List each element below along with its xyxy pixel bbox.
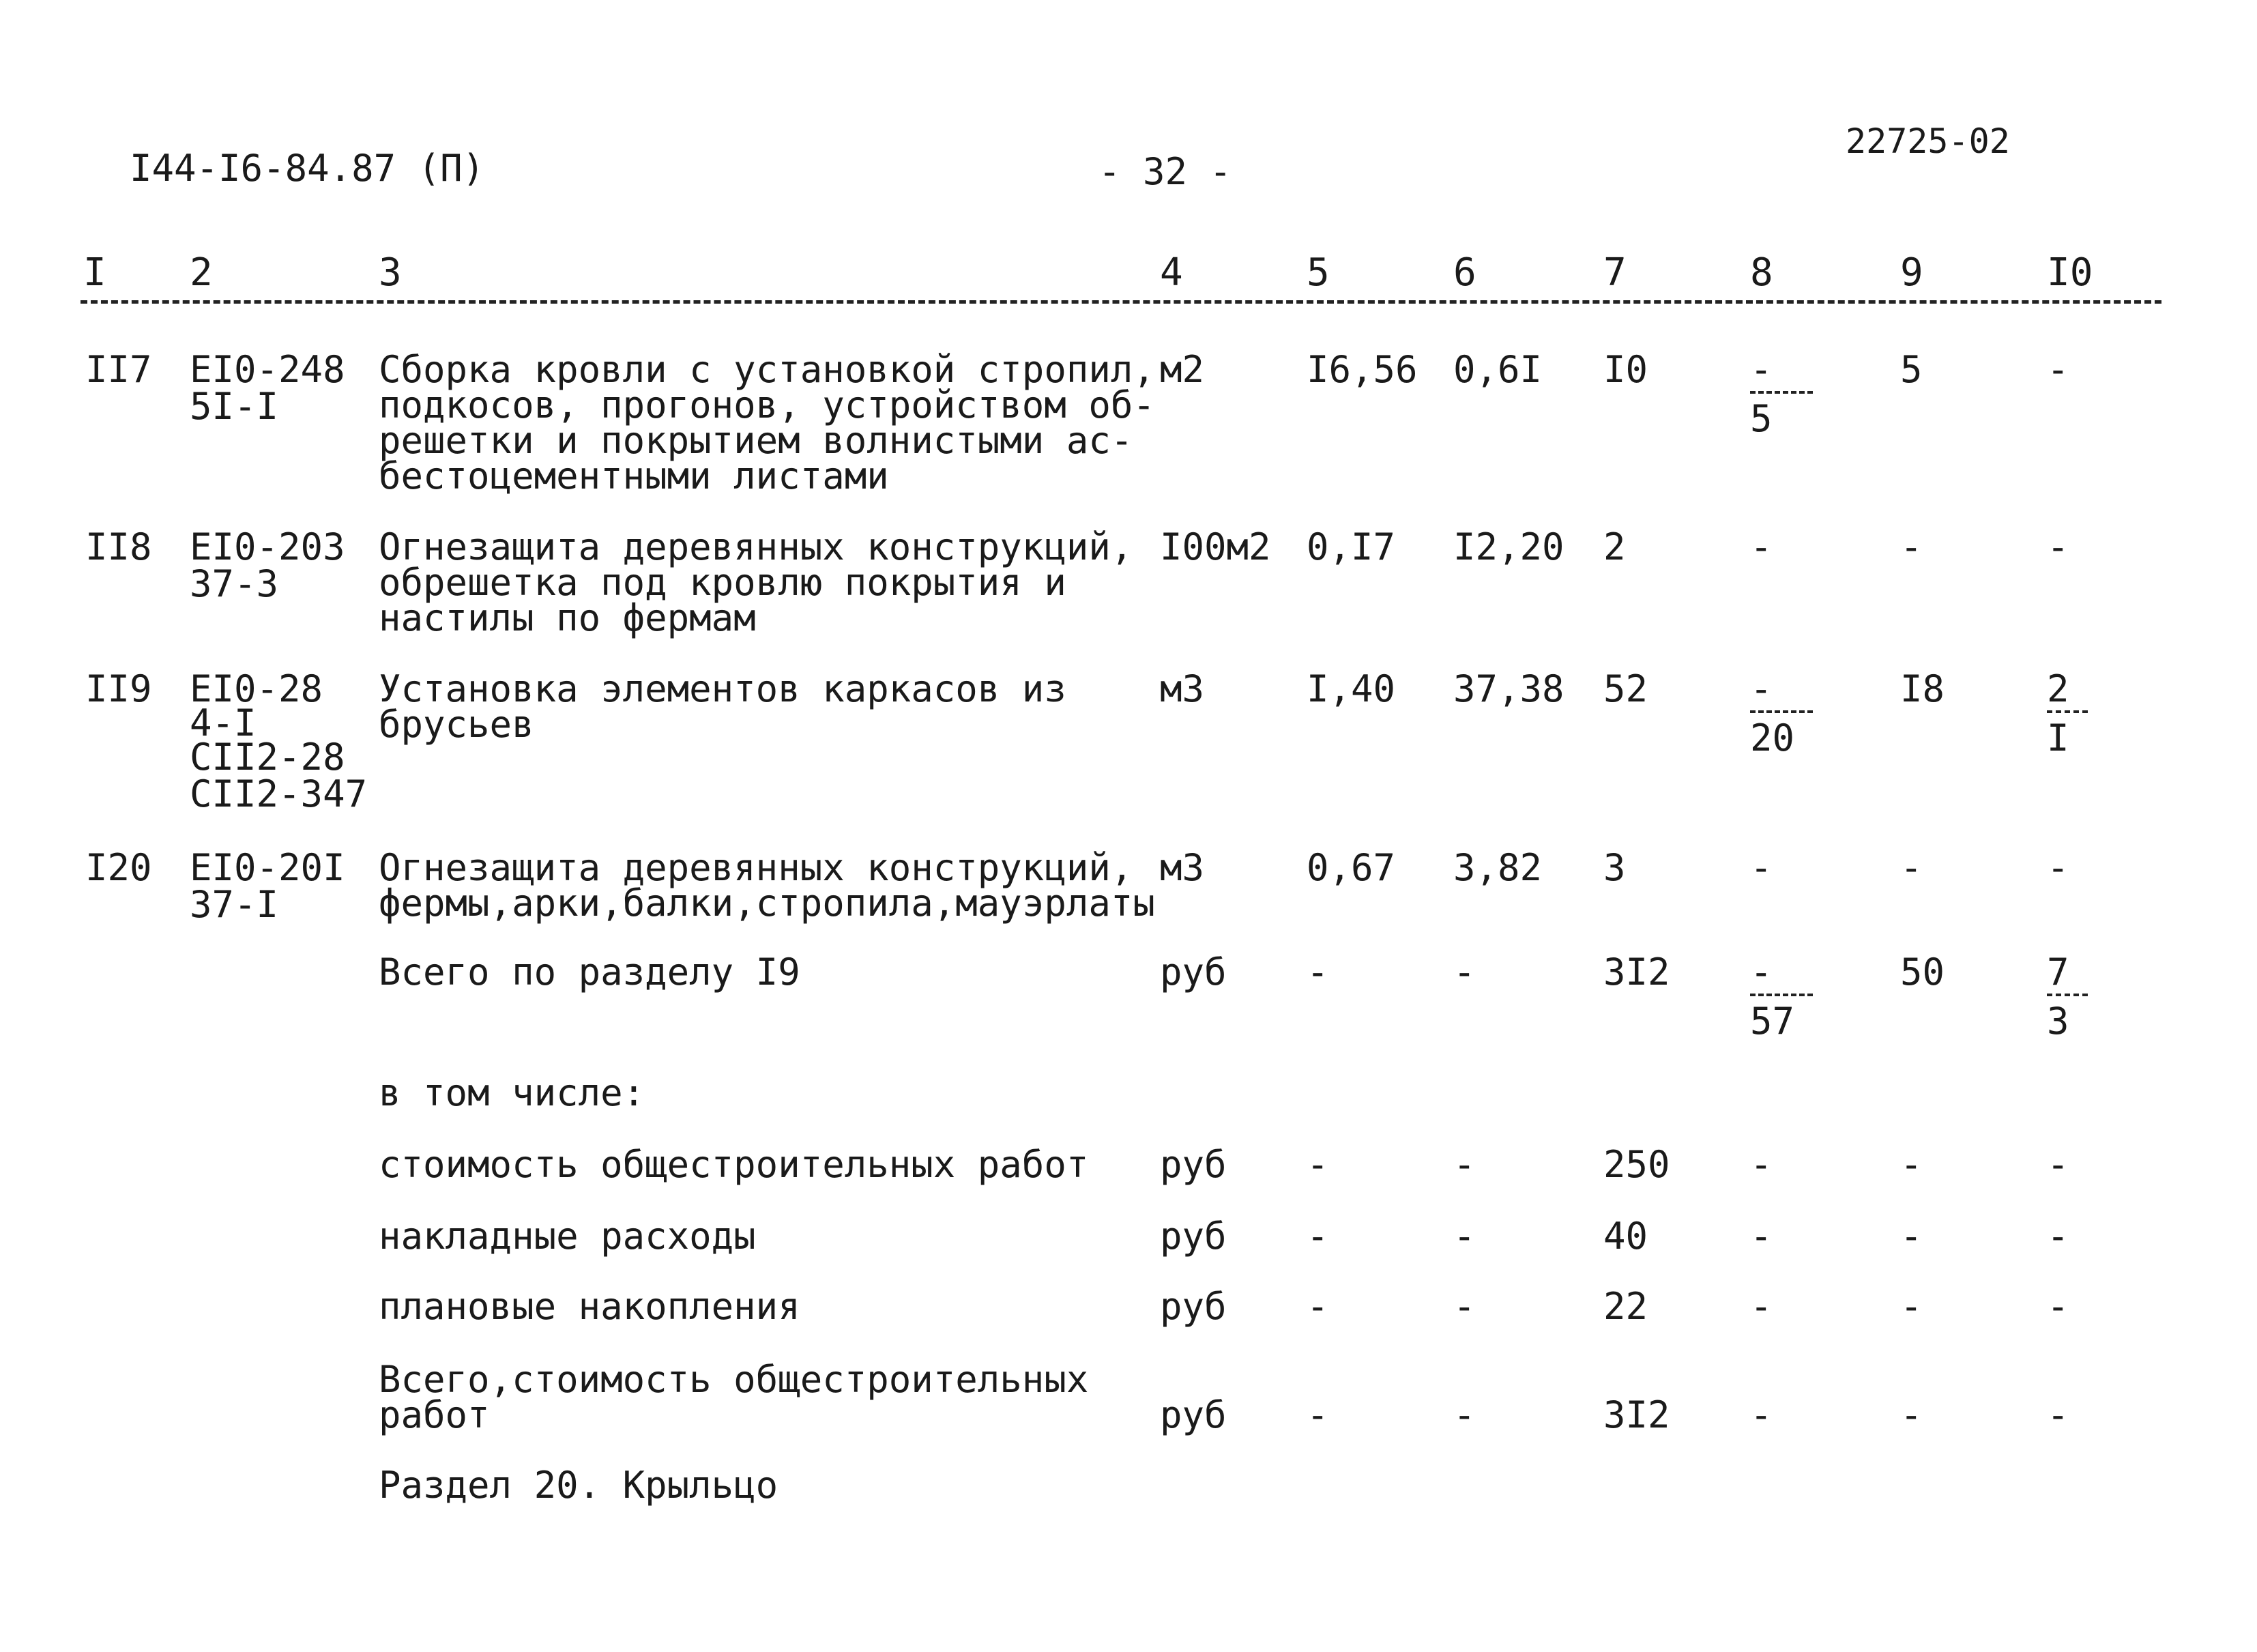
- cell-col8: -: [1750, 525, 1773, 568]
- norm-code: EI0-28: [190, 667, 323, 710]
- cell-col5: -: [1307, 951, 1329, 994]
- cell-col7: 3I2: [1603, 951, 1670, 994]
- unit-cell: I00м2: [1160, 525, 1271, 568]
- cell-col5: I6,56: [1307, 348, 1418, 391]
- col-number-6: 6: [1453, 250, 1476, 295]
- unit-cell: руб: [1160, 1143, 1227, 1186]
- cell-col10: -: [2047, 348, 2069, 391]
- cell-col5: 0,67: [1307, 846, 1396, 889]
- unit-cell: руб: [1160, 951, 1227, 994]
- work-description: настилы по фермам: [379, 596, 756, 639]
- norm-code: 4-I: [190, 701, 257, 744]
- fraction-bar: [2047, 994, 2088, 996]
- work-description: Установка элементов каркасов из: [379, 667, 1066, 710]
- breakdown-label: стоимость общестроительных работ: [379, 1143, 1089, 1186]
- cell-col5: -: [1307, 1393, 1329, 1436]
- cell-col9: 50: [1900, 951, 1945, 994]
- archive-stamp: 22725-02: [1846, 121, 2010, 161]
- fraction-top: 7: [2047, 951, 2069, 994]
- col-number-1: I: [83, 250, 106, 295]
- unit-cell: руб: [1160, 1285, 1227, 1328]
- row-number: I20: [85, 846, 152, 889]
- cell-col8: -: [1750, 1285, 1773, 1328]
- cell-col5: I,40: [1307, 667, 1396, 710]
- unit-cell: м3: [1160, 667, 1205, 710]
- cell-col9: -: [1900, 846, 1923, 889]
- header-dashed-rule: [81, 300, 2161, 304]
- work-description: Огнезащита деревянных конструкций,: [379, 525, 1133, 568]
- cell-col6: -: [1453, 1143, 1476, 1186]
- col-number-7: 7: [1603, 250, 1627, 295]
- cell-col8: -: [1750, 1215, 1773, 1258]
- norm-code: CII2-347: [190, 772, 368, 815]
- cell-col8-fraction: [1750, 667, 1818, 759]
- row-number: II7: [85, 348, 152, 391]
- cell-col8: -: [1750, 846, 1773, 889]
- cell-col9: -: [1900, 1285, 1923, 1328]
- cell-col7: 2: [1603, 525, 1626, 568]
- cell-col6: -: [1453, 951, 1476, 994]
- cell-col9: -: [1900, 525, 1923, 568]
- col-number-5: 5: [1307, 250, 1330, 295]
- unit-cell: м2: [1160, 348, 1205, 391]
- fraction-bar: [1750, 994, 1813, 996]
- cell-col6: I2,20: [1453, 525, 1564, 568]
- cell-col6: 3,82: [1453, 846, 1543, 889]
- cell-col8: -: [1750, 1393, 1773, 1436]
- unit-cell: руб: [1160, 1215, 1227, 1258]
- fraction-top: 2: [2047, 667, 2069, 710]
- cell-col10: -: [2047, 1285, 2069, 1328]
- cell-col7: 40: [1603, 1215, 1648, 1258]
- work-description: Огнезащита деревянных конструкций,: [379, 846, 1133, 889]
- fraction-bar: [2047, 710, 2088, 713]
- cell-col10: -: [2047, 846, 2069, 889]
- including-label: в том числе:: [379, 1071, 645, 1114]
- col-number-8: 8: [1750, 250, 1773, 295]
- fraction-bottom: 5: [1750, 397, 1773, 440]
- col-number-4: 4: [1160, 250, 1183, 295]
- norm-code: CII2-28: [190, 736, 345, 779]
- col-number-9: 9: [1900, 250, 1923, 295]
- cell-col8-fraction: [1750, 348, 1818, 440]
- norm-code: 5I-I: [190, 385, 279, 428]
- cell-col10-fraction: [2047, 667, 2115, 759]
- cell-col10: -: [2047, 1215, 2069, 1258]
- cell-col9: -: [1900, 1143, 1923, 1186]
- cell-col9: 5: [1900, 348, 1923, 391]
- fraction-bar: [1750, 391, 1813, 394]
- norm-code: 37-I: [190, 883, 279, 926]
- cell-col6: -: [1453, 1285, 1476, 1328]
- cell-col7: 3I2: [1603, 1393, 1670, 1436]
- cell-col6: -: [1453, 1215, 1476, 1258]
- breakdown-label: плановые накопления: [379, 1285, 800, 1328]
- work-description: фермы,арки,балки,стропила,мауэрлаты: [379, 882, 1155, 925]
- fraction-bottom: 57: [1750, 1000, 1795, 1043]
- cell-col7: 22: [1603, 1285, 1648, 1328]
- cell-col8: -: [1750, 1143, 1773, 1186]
- work-description: решетки и покрытием волнистыми ас-: [379, 419, 1133, 462]
- cell-col6: 0,6I: [1453, 348, 1543, 391]
- cell-col9: -: [1900, 1393, 1923, 1436]
- col-number-10: I0: [2047, 250, 2093, 295]
- cell-col9: I8: [1900, 667, 1945, 710]
- fraction-top: -: [1750, 667, 1773, 710]
- work-description: обрешетка под кровлю покрытия и: [379, 561, 1066, 604]
- col-number-2: 2: [190, 250, 213, 295]
- cell-col7: 250: [1603, 1143, 1670, 1186]
- fraction-top: -: [1750, 348, 1773, 391]
- work-description: бестоцементными листами: [379, 454, 889, 497]
- work-description: Сборка кровли с установкой стропил,: [379, 348, 1155, 391]
- cell-col9: -: [1900, 1215, 1923, 1258]
- page-number: - 32 -: [1098, 150, 1232, 193]
- cell-col6: -: [1453, 1393, 1476, 1436]
- work-description: подкосов, прогонов, устройством об-: [379, 383, 1155, 426]
- unit-cell: м3: [1160, 846, 1205, 889]
- fraction-bottom: I: [2047, 716, 2069, 759]
- norm-code: EI0-20I: [190, 846, 345, 889]
- unit-cell: руб: [1160, 1393, 1227, 1436]
- cell-col7: I0: [1603, 348, 1648, 391]
- cell-col6: 37,38: [1453, 667, 1564, 710]
- cell-col7: 52: [1603, 667, 1648, 710]
- cell-col5: 0,I7: [1307, 525, 1396, 568]
- grand-total-label: работ: [379, 1393, 490, 1436]
- total-label: Всего по разделу I9: [379, 951, 800, 994]
- cell-col10: -: [2047, 1393, 2069, 1436]
- cell-col10: -: [2047, 525, 2069, 568]
- norm-code: 37-3: [190, 562, 279, 605]
- row-number: II8: [85, 525, 152, 568]
- work-description: брусьев: [379, 703, 534, 746]
- norm-code: EI0-203: [190, 525, 345, 568]
- document-code: I44-I6-84.87 (П): [130, 147, 485, 190]
- fraction-top: -: [1750, 951, 1773, 994]
- fraction-bottom: 3: [2047, 1000, 2069, 1043]
- cell-col5: -: [1307, 1285, 1329, 1328]
- cell-col8-fraction: [1750, 951, 1818, 1043]
- col-number-3: 3: [379, 250, 402, 295]
- row-number: II9: [85, 667, 152, 710]
- cell-col10: -: [2047, 1143, 2069, 1186]
- cell-col5: -: [1307, 1215, 1329, 1258]
- norm-code: EI0-248: [190, 348, 345, 391]
- cell-col5: -: [1307, 1143, 1329, 1186]
- next-section-heading: Раздел 20. Крыльцо: [379, 1464, 778, 1507]
- fraction-bottom: 20: [1750, 716, 1795, 759]
- breakdown-label: накладные расходы: [379, 1215, 756, 1258]
- fraction-bar: [1750, 710, 1813, 713]
- grand-total-label: Всего,стоимость общестроительных: [379, 1358, 1089, 1401]
- cell-col10-fraction: [2047, 951, 2115, 1043]
- cell-col7: 3: [1603, 846, 1626, 889]
